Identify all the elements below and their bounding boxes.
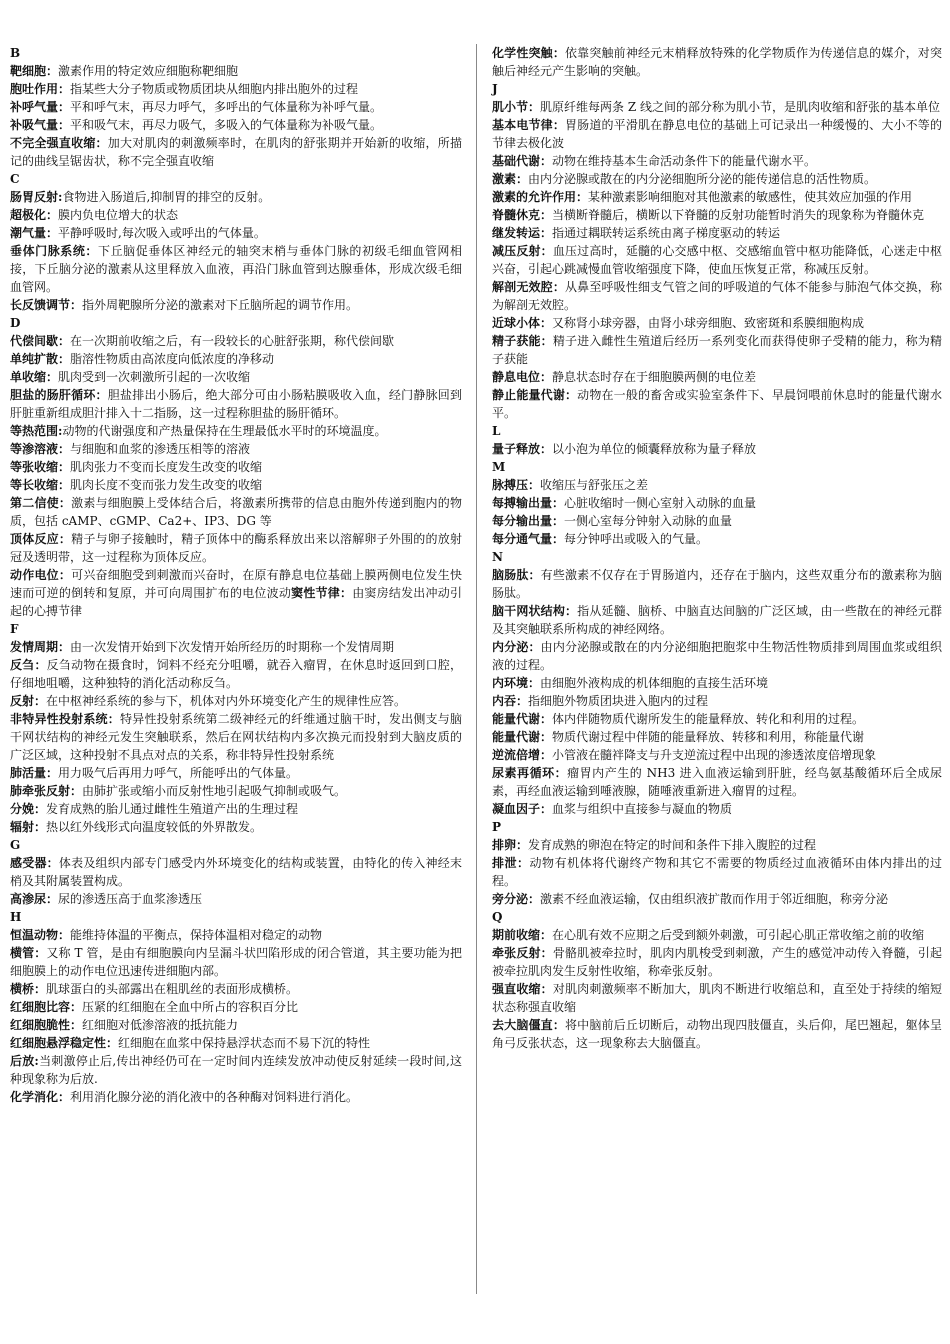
entry-definition: 指某些大分子物质或物质团块从细胞内排出胞外的过程 xyxy=(70,82,359,96)
entry-term: 胞吐作用： xyxy=(10,82,71,96)
glossary-entry xyxy=(492,890,942,908)
entry-term: 发情周期： xyxy=(10,640,71,654)
entry-definition: 下丘脑促垂体区神经元的轴突末梢与垂体门脉的初级毛细血管网相接，下丘脑分泌的激素从这里释放入血液，再沿门脉血管到达腺垂体，形成次级毛细血管网。 xyxy=(10,244,462,294)
glossary-entry xyxy=(492,188,942,206)
entry-term: 等热范围: xyxy=(10,424,63,438)
entry-definition: 当刺激停止后,传出神经仍可在一定时间内连续发放冲动使反射延续一段时间,这种现象称为后放. xyxy=(10,1054,462,1086)
glossary-entry xyxy=(492,602,942,638)
entry-definition: 由肺扩张或缩小而反射性地引起吸气抑制或吸气。 xyxy=(82,784,347,798)
entry-definition: 在中枢神经系统的参与下，机体对内外环境变化产生的规律性应答。 xyxy=(46,694,407,708)
entry-term: 顶体反应： xyxy=(10,532,72,546)
glossary-entry xyxy=(10,1052,462,1088)
entry-definition: 指通过耦联转运系统由离子梯度驱动的转运 xyxy=(552,226,781,240)
glossary-entry xyxy=(10,692,462,710)
entry-definition: 肌原纤维每两条 Z 线之间的部分称为肌小节，是肌肉收缩和舒张的基本单位 xyxy=(540,100,940,114)
column-divider xyxy=(476,44,477,1294)
entry-term: 强直收缩： xyxy=(492,982,553,996)
entry-term: 动作电位： xyxy=(10,568,72,582)
entry-term: 静息电位： xyxy=(492,370,553,384)
entry-definition: 肌肉张力不变而长度发生改变的收缩 xyxy=(70,460,263,474)
glossary-entry xyxy=(10,296,462,314)
entry-term: 横管： xyxy=(10,946,47,960)
entry-definition: 发育成熟的卵泡在特定的时间和条件下排入腹腔的过程 xyxy=(528,838,817,852)
entry-definition: 静息状态时存在于细胞膜两侧的电位差 xyxy=(552,370,757,384)
entry-term: 能量代谢： xyxy=(492,730,553,744)
entry-definition: 又称 T 管，是由有细胞膜向内呈漏斗状凹陷形成的闭合管道，其主要功能为把细胞膜上的动作电位迅速传进细胞内部。 xyxy=(10,946,462,978)
glossary-entry xyxy=(492,368,942,386)
entry-definition: 心脏收缩时一侧心室射入动脉的血量 xyxy=(564,496,757,510)
glossary-entry xyxy=(10,332,462,350)
entry-definition: 动物在一般的畜舍或实验室条件下、早晨饲喂前休息时的能量代谢水平。 xyxy=(492,388,942,420)
entry-definition: 指细胞外物质团块进入胞内的过程 xyxy=(528,694,709,708)
glossary-entry xyxy=(492,692,942,710)
entry-definition: 加大对肌肉的刺激频率时，在肌肉的舒张期并开始新的收缩，所描记的曲线呈锯齿状，称不完全强直收缩 xyxy=(10,136,462,168)
entry-definition: 由内分泌腺或散在的内分泌细胞把胞浆中生物活性物质排到周围血浆或组织液的过程。 xyxy=(492,640,942,672)
section-letter: C xyxy=(10,172,20,186)
glossary-entry xyxy=(10,188,462,206)
glossary-entry xyxy=(10,386,462,422)
entry-term: 高渗尿： xyxy=(10,892,59,906)
glossary-entry xyxy=(10,638,462,656)
entry-definition: 胃肠道的平滑肌在静息电位的基础上可记录出一种缓慢的、大小不等的节律去极化波 xyxy=(492,118,942,150)
entry-definition: 与细胞和血浆的渗透压相等的溶液 xyxy=(70,442,251,456)
entry-definition: 体表及组织内部专门感受内外环境变化的结构或装置，由特化的传入神经末梢及其附属装置构成。 xyxy=(10,856,462,888)
entry-definition: 有些激素不仅存在于胃肠道内，还存在于脑内，这些双重分布的激素称为脑肠肽。 xyxy=(492,568,942,600)
entry-definition: 收缩压与舒张压之差 xyxy=(540,478,649,492)
section-letter: B xyxy=(10,46,21,60)
entry-definition: 由细胞外液构成的机体细胞的直接生活环境 xyxy=(540,676,769,690)
entry-definition: 膜内负电位增大的状态 xyxy=(58,208,179,222)
entry-term: 继发转运： xyxy=(492,226,553,240)
glossary-entry xyxy=(10,422,462,440)
section-letter: P xyxy=(492,820,502,834)
entry-term: 感受器： xyxy=(10,856,59,870)
entry-term: 逆流倍增： xyxy=(492,748,553,762)
glossary-entry xyxy=(10,224,462,242)
glossary-entry xyxy=(492,836,942,854)
entry-term: 排泄： xyxy=(492,856,530,870)
glossary-entry xyxy=(492,638,942,674)
entry-term: 解剖无效腔： xyxy=(492,280,565,294)
entry-term: 脑干网状结构： xyxy=(492,604,578,618)
entry-definition: 肌肉长度不变而张力发生改变的收缩 xyxy=(70,478,263,492)
entry-definition: 肌肉受到一次刺激所引起的一次收缩 xyxy=(58,370,251,384)
entry-definition: 特异性投射系统第二级神经元的纤维通过脑干时，发出侧支与脑干网状结构的神经元发生突触联系，然后在网状结构内多次换元而投射到大脑皮质的广泛区域，这种投射不具点对点的关系，称非特异性投射系统 xyxy=(10,712,462,762)
entry-definition: 胆盐排出小肠后，绝大部分可由小肠粘膜吸收入血，经门静脉回到肝脏重新组成胆汁排入十二指肠，这一过程称胆盐的肠肝循环。 xyxy=(10,388,462,420)
glossary-entry xyxy=(10,134,462,170)
entry-definition: 平和呼气末，再尽力呼气，多呼出的气体量称为补呼气量。 xyxy=(70,100,383,114)
entry-term: 恒温动物： xyxy=(10,928,71,942)
entry-definition: 用力吸气后再用力呼气，所能呼出的气体量。 xyxy=(58,766,299,780)
glossary-entry xyxy=(10,566,462,620)
section-letter: F xyxy=(10,622,19,636)
glossary-entry xyxy=(492,854,942,890)
glossary-entry xyxy=(10,1016,462,1034)
glossary-entry xyxy=(10,116,462,134)
section-letter: D xyxy=(10,316,21,330)
entry-term: 减压反射： xyxy=(492,244,553,258)
entry-definition: 精子进入雌性生殖道后经历一系列变化而获得使卵子受精的能力，称为精子获能 xyxy=(492,334,942,366)
entry-term: 近球小体： xyxy=(492,316,553,330)
entry-definition: 发育成熟的胎儿通过雌性生殖道产出的生理过程 xyxy=(46,802,299,816)
entry-term: 激素的允许作用： xyxy=(492,190,589,204)
entry-term: 不完全强直收缩： xyxy=(10,136,108,150)
glossary-entry xyxy=(492,746,942,764)
entry-definition: 尿的渗透压高于血浆渗透压 xyxy=(58,892,203,906)
glossary-entry xyxy=(10,530,462,566)
glossary-entry xyxy=(492,206,942,224)
glossary-entry xyxy=(10,854,462,890)
entry-term: 静止能量代谢： xyxy=(492,388,578,402)
entry-term: 化学性突触： xyxy=(492,46,565,60)
entry-definition: 能维持体温的平衡点，保持体温相对稳定的动物 xyxy=(70,928,323,942)
glossary-entry xyxy=(492,44,942,80)
entry-definition: 骨骼肌被牵拉时，肌肉内肌梭受到刺激，产生的感觉冲动传入脊髓，引起被牵拉肌肉发生反射性收缩，称牵张反射。 xyxy=(492,946,942,978)
entry-term: 红细胞悬浮稳定性： xyxy=(10,1036,119,1050)
glossary-entry xyxy=(10,368,462,386)
entry-term: 精子获能： xyxy=(492,334,553,348)
glossary-entry xyxy=(10,980,462,998)
glossary-entry xyxy=(10,782,462,800)
glossary-entry xyxy=(492,512,942,530)
entry-term: 基础代谢： xyxy=(492,154,553,168)
entry-definition: 动物的代谢强度和产热量保持在生理最低水平时的环境温度。 xyxy=(62,424,387,438)
entry-definition: 当横断脊髓后，横断以下脊髓的反射功能暂时消失的现象称为脊髓休克 xyxy=(552,208,925,222)
entry-definition: 平静呼吸时,每次吸入或呼出的气体量。 xyxy=(58,226,266,240)
entry-definition: 压紧的红细胞在全血中所占的容积百分比 xyxy=(82,1000,299,1014)
glossary-entry xyxy=(492,278,942,314)
glossary-entry xyxy=(10,764,462,782)
entry-term: 内分泌： xyxy=(492,640,541,654)
entry-definition: 动物有机体将代谢终产物和其它不需要的物质经过血液循环由体内排出的过程。 xyxy=(492,856,942,888)
section-letter: H xyxy=(10,910,22,924)
entry-definition: 指从延髓、脑桥、中脑直达间脑的广泛区域，由一些散在的神经元群及其突触联系所构成的神经网络。 xyxy=(492,604,942,636)
entry-term: 单纯扩散： xyxy=(10,352,71,366)
glossary-entry xyxy=(492,944,942,980)
entry-term: 潮气量： xyxy=(10,226,59,240)
entry-term: 去大脑僵直： xyxy=(492,1018,565,1032)
entry-definition: 动物在维持基本生命活动条件下的能量代谢水平。 xyxy=(552,154,817,168)
entry-term: 等长收缩： xyxy=(10,478,71,492)
entry-definition: 瘤胃内产生的 NH3 进入血液运输到肝脏，经鸟氨基酸循环后全成尿素，再经血液运输到唾液腺，随唾液重新进入瘤胃的过程。 xyxy=(492,766,942,798)
section-letter: G xyxy=(10,838,21,852)
entry-definition: 由窦房结发出冲动引起的心搏节律 xyxy=(10,586,462,618)
entry-term: 肺活量： xyxy=(10,766,59,780)
glossary-entry xyxy=(492,224,942,242)
section-letter: M xyxy=(492,460,506,474)
entry-definition: 将中脑前后丘切断后，动物出现四肢僵直，头后仰，尾巴翘起，躯体呈角弓反张状态，这一现象称去大脑僵直。 xyxy=(492,1018,942,1050)
entry-definition: 在心肌有效不应期之后受到额外刺激，可引起心肌正常收缩之前的收缩 xyxy=(552,928,925,942)
glossary-entry xyxy=(492,980,942,1016)
entry-definition: 依靠突触前神经元末梢释放特殊的化学物质作为传递信息的媒介，对突触后神经元产生影响的突触。 xyxy=(492,46,942,78)
entry-definition: 精子与卵子接触时，精子顶体中的酶系释放出来以溶解卵子外围的的放射冠及透明带，这一过程称为顶体反应。 xyxy=(10,532,462,564)
glossary-entry xyxy=(10,440,462,458)
glossary-entry xyxy=(492,1016,942,1052)
glossary-entry xyxy=(10,242,462,296)
entry-term: 牵张反射： xyxy=(492,946,553,960)
glossary-entry xyxy=(492,242,942,278)
entry-term: 超极化： xyxy=(10,208,59,222)
glossary-entry xyxy=(10,656,462,692)
entry-term: 肌小节： xyxy=(492,100,541,114)
glossary-entry xyxy=(492,170,942,188)
glossary-entry xyxy=(492,116,942,152)
entry-term: 量子释放： xyxy=(492,442,553,456)
glossary-entry xyxy=(492,440,942,458)
entry-definition: 食物进入肠道后,抑制胃的排空的反射。 xyxy=(62,190,271,204)
entry-definition: 由一次发情开始到下次发情开始所经历的时期称一个发情周期 xyxy=(70,640,395,654)
glossary-entry xyxy=(10,350,462,368)
entry-term: 单收缩： xyxy=(10,370,59,384)
entry-term: 旁分泌： xyxy=(492,892,541,906)
glossary-entry xyxy=(10,926,462,944)
entry-definition: 从鼻至呼吸性细支气管之间的呼吸道的气体不能参与肺泡气体交换，称为解剖无效腔。 xyxy=(492,280,942,312)
entry-term: 补呼气量： xyxy=(10,100,71,114)
glossary-entry xyxy=(492,800,942,818)
entry-term: 非特异性投射系统： xyxy=(10,712,120,726)
entry-term: 肠胃反射: xyxy=(10,190,63,204)
glossary-entry xyxy=(10,1088,462,1106)
glossary-entry xyxy=(492,566,942,602)
entry-term: 窦性节律： xyxy=(291,586,353,600)
left-column xyxy=(10,44,462,1106)
section-letter: Q xyxy=(492,910,503,924)
glossary-entry xyxy=(10,998,462,1016)
glossary-entry xyxy=(10,1034,462,1052)
glossary-entry xyxy=(492,476,942,494)
entry-definition: 物质代谢过程中伴随的能量释放、转移和利用，称能量代谢 xyxy=(552,730,865,744)
entry-term: 红细胞脆性： xyxy=(10,1018,83,1032)
entry-definition: 以小泡为单位的倾囊释放称为量子释放 xyxy=(552,442,757,456)
entry-term: 肺牵张反射： xyxy=(10,784,83,798)
entry-definition: 小管液在髓袢降支与升支逆流过程中出现的渗透浓度倍增现象 xyxy=(552,748,877,762)
glossary-entry xyxy=(10,944,462,980)
entry-term: 每分通气量： xyxy=(492,532,565,546)
glossary-entry xyxy=(10,494,462,530)
entry-term: 辐射： xyxy=(10,820,47,834)
entry-term: 代偿间歇： xyxy=(10,334,71,348)
entry-term: 脑肠肽： xyxy=(492,568,541,582)
entry-definition: 激素与细胞膜上受体结合后，将激素所携带的信息由胞外传递到胞内的物质，包括 cAMP、cGMP、Ca2+、IP3、DG 等 xyxy=(10,496,462,528)
entry-term: 分娩： xyxy=(10,802,47,816)
entry-term: 补吸气量： xyxy=(10,118,71,132)
glossary-entry xyxy=(10,62,462,80)
entry-definition: 某种激素影响细胞对其他激素的敏感性，使其效应加强的作用 xyxy=(588,190,913,204)
glossary-entry xyxy=(492,926,942,944)
entry-definition: 指外周靶腺所分泌的激素对下丘脑所起的调节作用。 xyxy=(82,298,359,312)
entry-term: 长反馈调节： xyxy=(10,298,83,312)
entry-term: 尿素再循环： xyxy=(492,766,568,780)
glossary-entry xyxy=(492,764,942,800)
glossary-entry xyxy=(10,80,462,98)
entry-definition: 激素不经血液运输，仅由组织液扩散而作用于邻近细胞，称旁分泌 xyxy=(540,892,889,906)
entry-term: 每分输出量： xyxy=(492,514,565,528)
section-letter: L xyxy=(492,424,501,438)
entry-term: 排卵： xyxy=(492,838,529,852)
section-letter: J xyxy=(492,82,498,96)
glossary-entry xyxy=(10,818,462,836)
entry-term: 胆盐的肠肝循环： xyxy=(10,388,108,402)
glossary-entry xyxy=(492,98,942,116)
glossary-entry xyxy=(10,890,462,908)
glossary-entry xyxy=(492,314,942,332)
entry-definition: 反刍动物在摄食时，饲料不经充分咀嚼，就吞入瘤胃，在休息时返回到口腔，仔细地咀嚼，这种独特的消化活动称反刍。 xyxy=(10,658,462,690)
entry-definition: 体内伴随物质代谢所发生的能量释放、转化和利用的过程。 xyxy=(552,712,865,726)
entry-term: 反刍： xyxy=(10,658,47,672)
entry-term: 后放: xyxy=(10,1054,39,1068)
entry-term: 基本电节律： xyxy=(492,118,565,132)
glossary-entry xyxy=(10,476,462,494)
glossary-entry xyxy=(10,800,462,818)
glossary-entry xyxy=(492,494,942,512)
entry-term: 内环境： xyxy=(492,676,541,690)
entry-definition: 可兴奋细胞受到刺激而兴奋时，在原有静息电位基础上膜两侧电位发生快速而可逆的倒转和复原，并可向周围扩布的电位波动 xyxy=(10,568,462,600)
entry-definition: 平和吸气末，再尽力吸气，多吸入的气体量称为补吸气量。 xyxy=(70,118,383,132)
entry-definition: 血压过高时，延髓的心交感中枢、交感缩血管中枢功能降低，心迷走中枢兴奋，引起心跳减慢血管收缩强度下降，使血压恢复正常，称减压反射。 xyxy=(492,244,942,276)
entry-definition: 红细胞在血浆中保持悬浮状态而不易下沉的特性 xyxy=(118,1036,371,1050)
section-letter: N xyxy=(492,550,503,564)
entry-term: 脉搏压： xyxy=(492,478,541,492)
entry-term: 激素： xyxy=(492,172,529,186)
glossary-entry xyxy=(492,530,942,548)
entry-term: 内吞： xyxy=(492,694,529,708)
entry-definition: 在一次期前收缩之后，有一段较长的心脏舒张期，称代偿间歇 xyxy=(70,334,395,348)
entry-term: 每搏输出量： xyxy=(492,496,565,510)
right-column xyxy=(492,44,942,1052)
glossary-entry xyxy=(10,98,462,116)
entry-term: 反射： xyxy=(10,694,47,708)
glossary-entry xyxy=(492,152,942,170)
entry-term: 第二信使： xyxy=(10,496,72,510)
entry-term: 靶细胞： xyxy=(10,64,59,78)
glossary-entry xyxy=(492,674,942,692)
entry-term: 等渗溶液： xyxy=(10,442,71,456)
glossary-entry xyxy=(10,458,462,476)
glossary-entry xyxy=(10,710,462,764)
entry-definition: 激素作用的特定效应细胞称靶细胞 xyxy=(58,64,239,78)
entry-term: 期前收缩： xyxy=(492,928,553,942)
entry-definition: 红细胞对低渗溶液的抵抗能力 xyxy=(82,1018,239,1032)
entry-definition: 利用消化腺分泌的消化液中的各种酶对饲料进行消化。 xyxy=(70,1090,359,1104)
entry-term: 横桥： xyxy=(10,982,47,996)
entry-definition: 每分钟呼出或吸入的气量。 xyxy=(564,532,709,546)
entry-term: 等张收缩： xyxy=(10,460,71,474)
entry-definition: 热以红外线形式向温度较低的外界散发。 xyxy=(46,820,263,834)
entry-term: 凝血因子： xyxy=(492,802,553,816)
entry-term: 脊髓休克： xyxy=(492,208,553,222)
entry-term: 化学消化： xyxy=(10,1090,71,1104)
entry-definition: 脂溶性物质由高浓度向低浓度的净移动 xyxy=(70,352,275,366)
glossary-entry xyxy=(492,710,942,728)
entry-definition: 肌球蛋白的头部露出在粗肌丝的表面形成横桥。 xyxy=(46,982,299,996)
entry-definition: 由内分泌腺或散在的内分泌细胞所分泌的能传递信息的活性物质。 xyxy=(528,172,877,186)
entry-term: 红细胞比容： xyxy=(10,1000,83,1014)
glossary-entry xyxy=(492,728,942,746)
glossary-entry xyxy=(10,206,462,224)
entry-definition: 又称肾小球旁器，由肾小球旁细胞、致密斑和系膜细胞构成 xyxy=(552,316,865,330)
glossary-entry xyxy=(492,332,942,368)
entry-definition: 血浆与组织中直接参与凝血的物质 xyxy=(552,802,733,816)
entry-term: 垂体门脉系统： xyxy=(10,244,98,258)
entry-definition: 对肌肉刺激频率不断加大，肌肉不断进行收缩总和，直至处于持续的缩短状态称强直收缩 xyxy=(492,982,942,1014)
entry-definition: 一侧心室每分钟射入动脉的血量 xyxy=(564,514,733,528)
entry-term: 能量代谢： xyxy=(492,712,553,726)
glossary-entry xyxy=(492,386,942,422)
